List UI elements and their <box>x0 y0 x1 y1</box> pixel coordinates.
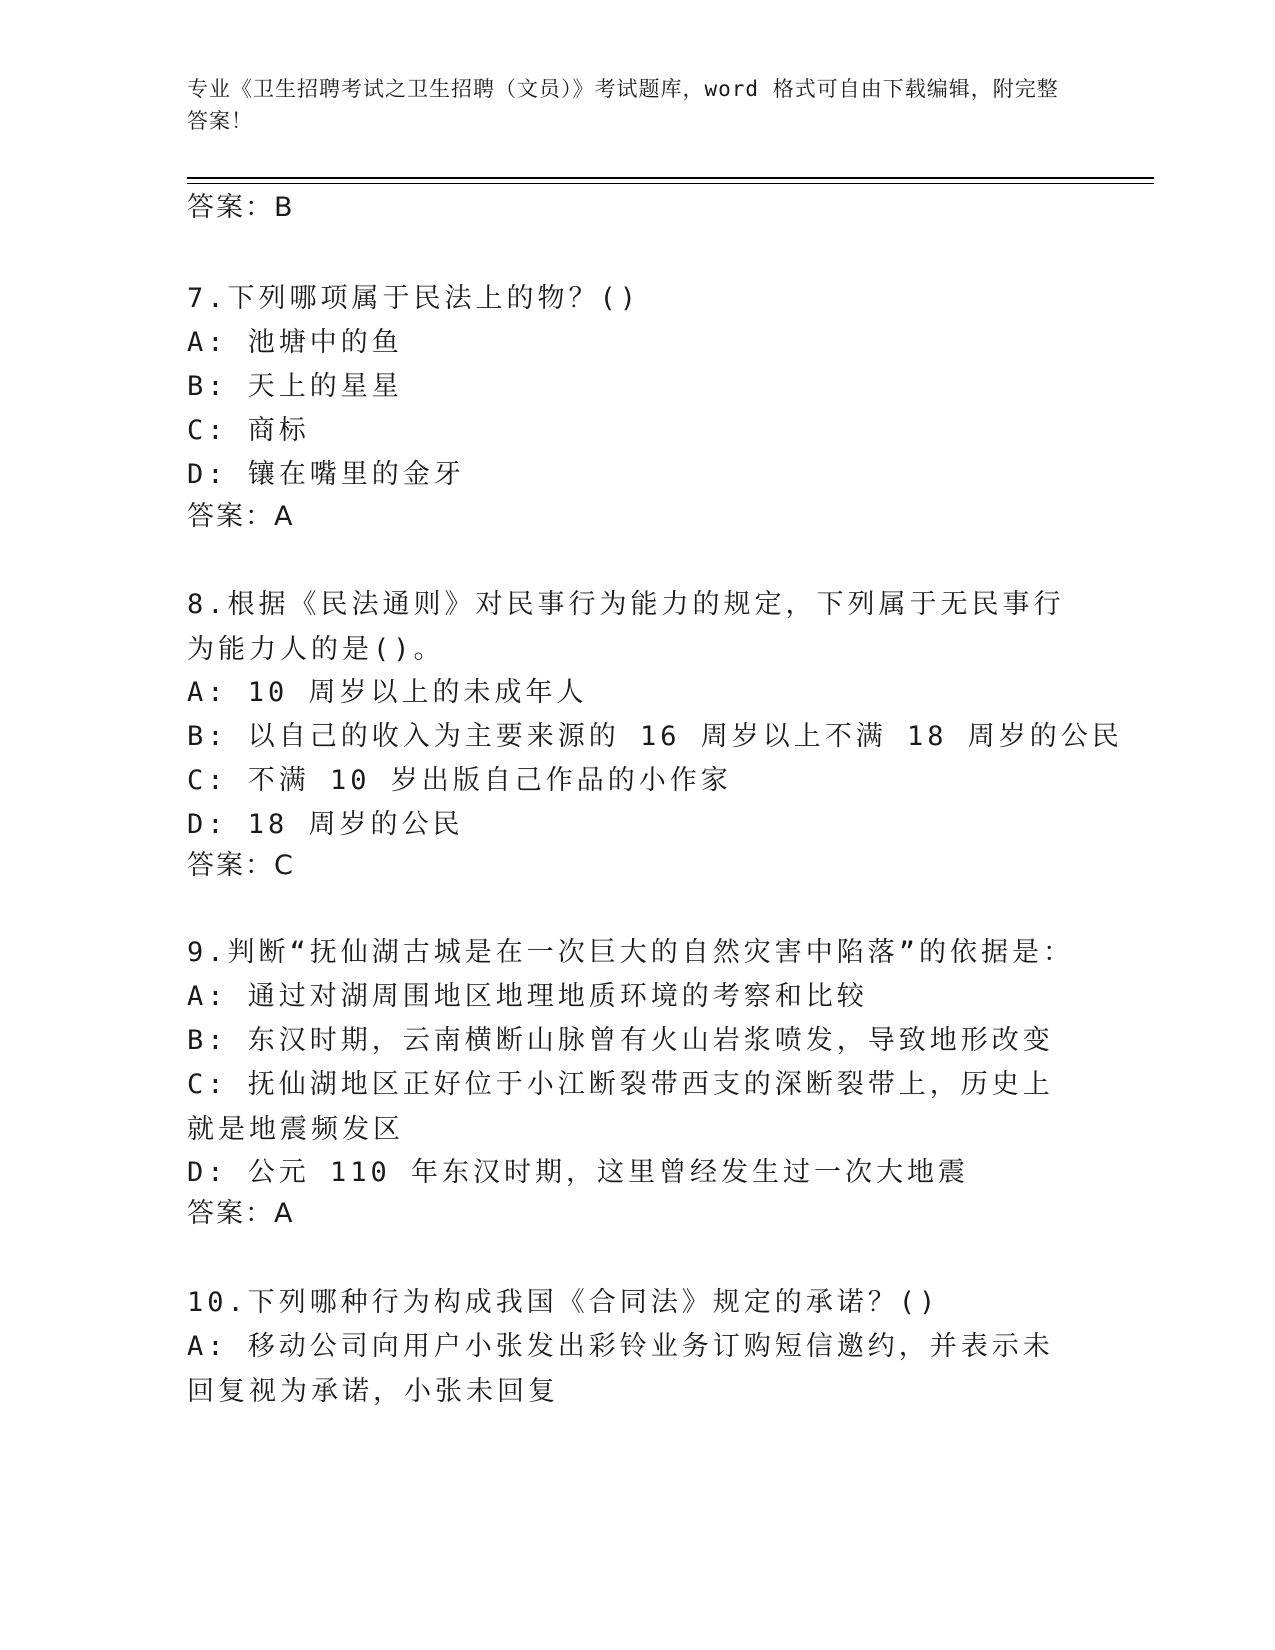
question-10-option-a: A: 移动公司向用户小张发出彩铃业务订购短信邀约，并表示未回复视为承诺，小张未回复 <box>187 1331 1054 1407</box>
header-divider <box>187 177 1154 179</box>
question-8-option-b: B: 以自己的收入为主要来源的 16 周岁以上不满 18 周岁的公民 <box>187 721 1123 752</box>
question-8-option-a: A: 10 周岁以上的未成年人 <box>187 677 588 708</box>
question-7-option-b: B: 天上的星星 <box>187 371 403 402</box>
question-7-answer: 答案：A <box>187 501 295 532</box>
document-header: 专业《卫生招聘考试之卫生招聘（文员）》考试题库，word 格式可自由下载编辑，附完整答案！ <box>187 77 1059 133</box>
question-7-stem: 7.下列哪项属于民法上的物？() <box>187 283 641 314</box>
question-9-option-c: C: 抚仙湖地区正好位于小江断裂带西支的深断裂带上，历史上就是地震频发区 <box>187 1069 1054 1145</box>
question-7-option-c: C: 商标 <box>187 415 310 446</box>
question-7-option-a: A: 池塘中的鱼 <box>187 327 403 358</box>
question-8-option-c: C: 不满 10 岁出版自己作品的小作家 <box>187 765 732 796</box>
question-10-stem: 10.下列哪种行为构成我国《合同法》规定的承诺？() <box>187 1287 940 1318</box>
question-9-stem: 9.判断“抚仙湖古城是在一次巨大的自然灾害中陷落”的依据是： <box>187 937 1075 968</box>
question-7-option-d: D: 镶在嘴里的金牙 <box>187 459 465 490</box>
question-9-option-a: A: 通过对湖周围地区地理地质环境的考察和比较 <box>187 981 868 1012</box>
header-divider-thin <box>187 183 1154 184</box>
answer-prev: 答案：B <box>187 192 295 223</box>
question-8-option-d: D: 18 周岁的公民 <box>187 809 464 840</box>
question-9-option-d: D: 公元 110 年东汉时期，这里曾经发生过一次大地震 <box>187 1157 970 1188</box>
question-8-stem: 8.根据《民法通则》对民事行为能力的规定，下列属于无民事行为能力人的是()。 <box>187 589 1065 665</box>
question-9-answer: 答案：A <box>187 1198 295 1229</box>
question-9-option-b: B: 东汉时期，云南横断山脉曾有火山岩浆喷发，导致地形改变 <box>187 1025 1054 1056</box>
question-8-answer: 答案：C <box>187 850 295 881</box>
